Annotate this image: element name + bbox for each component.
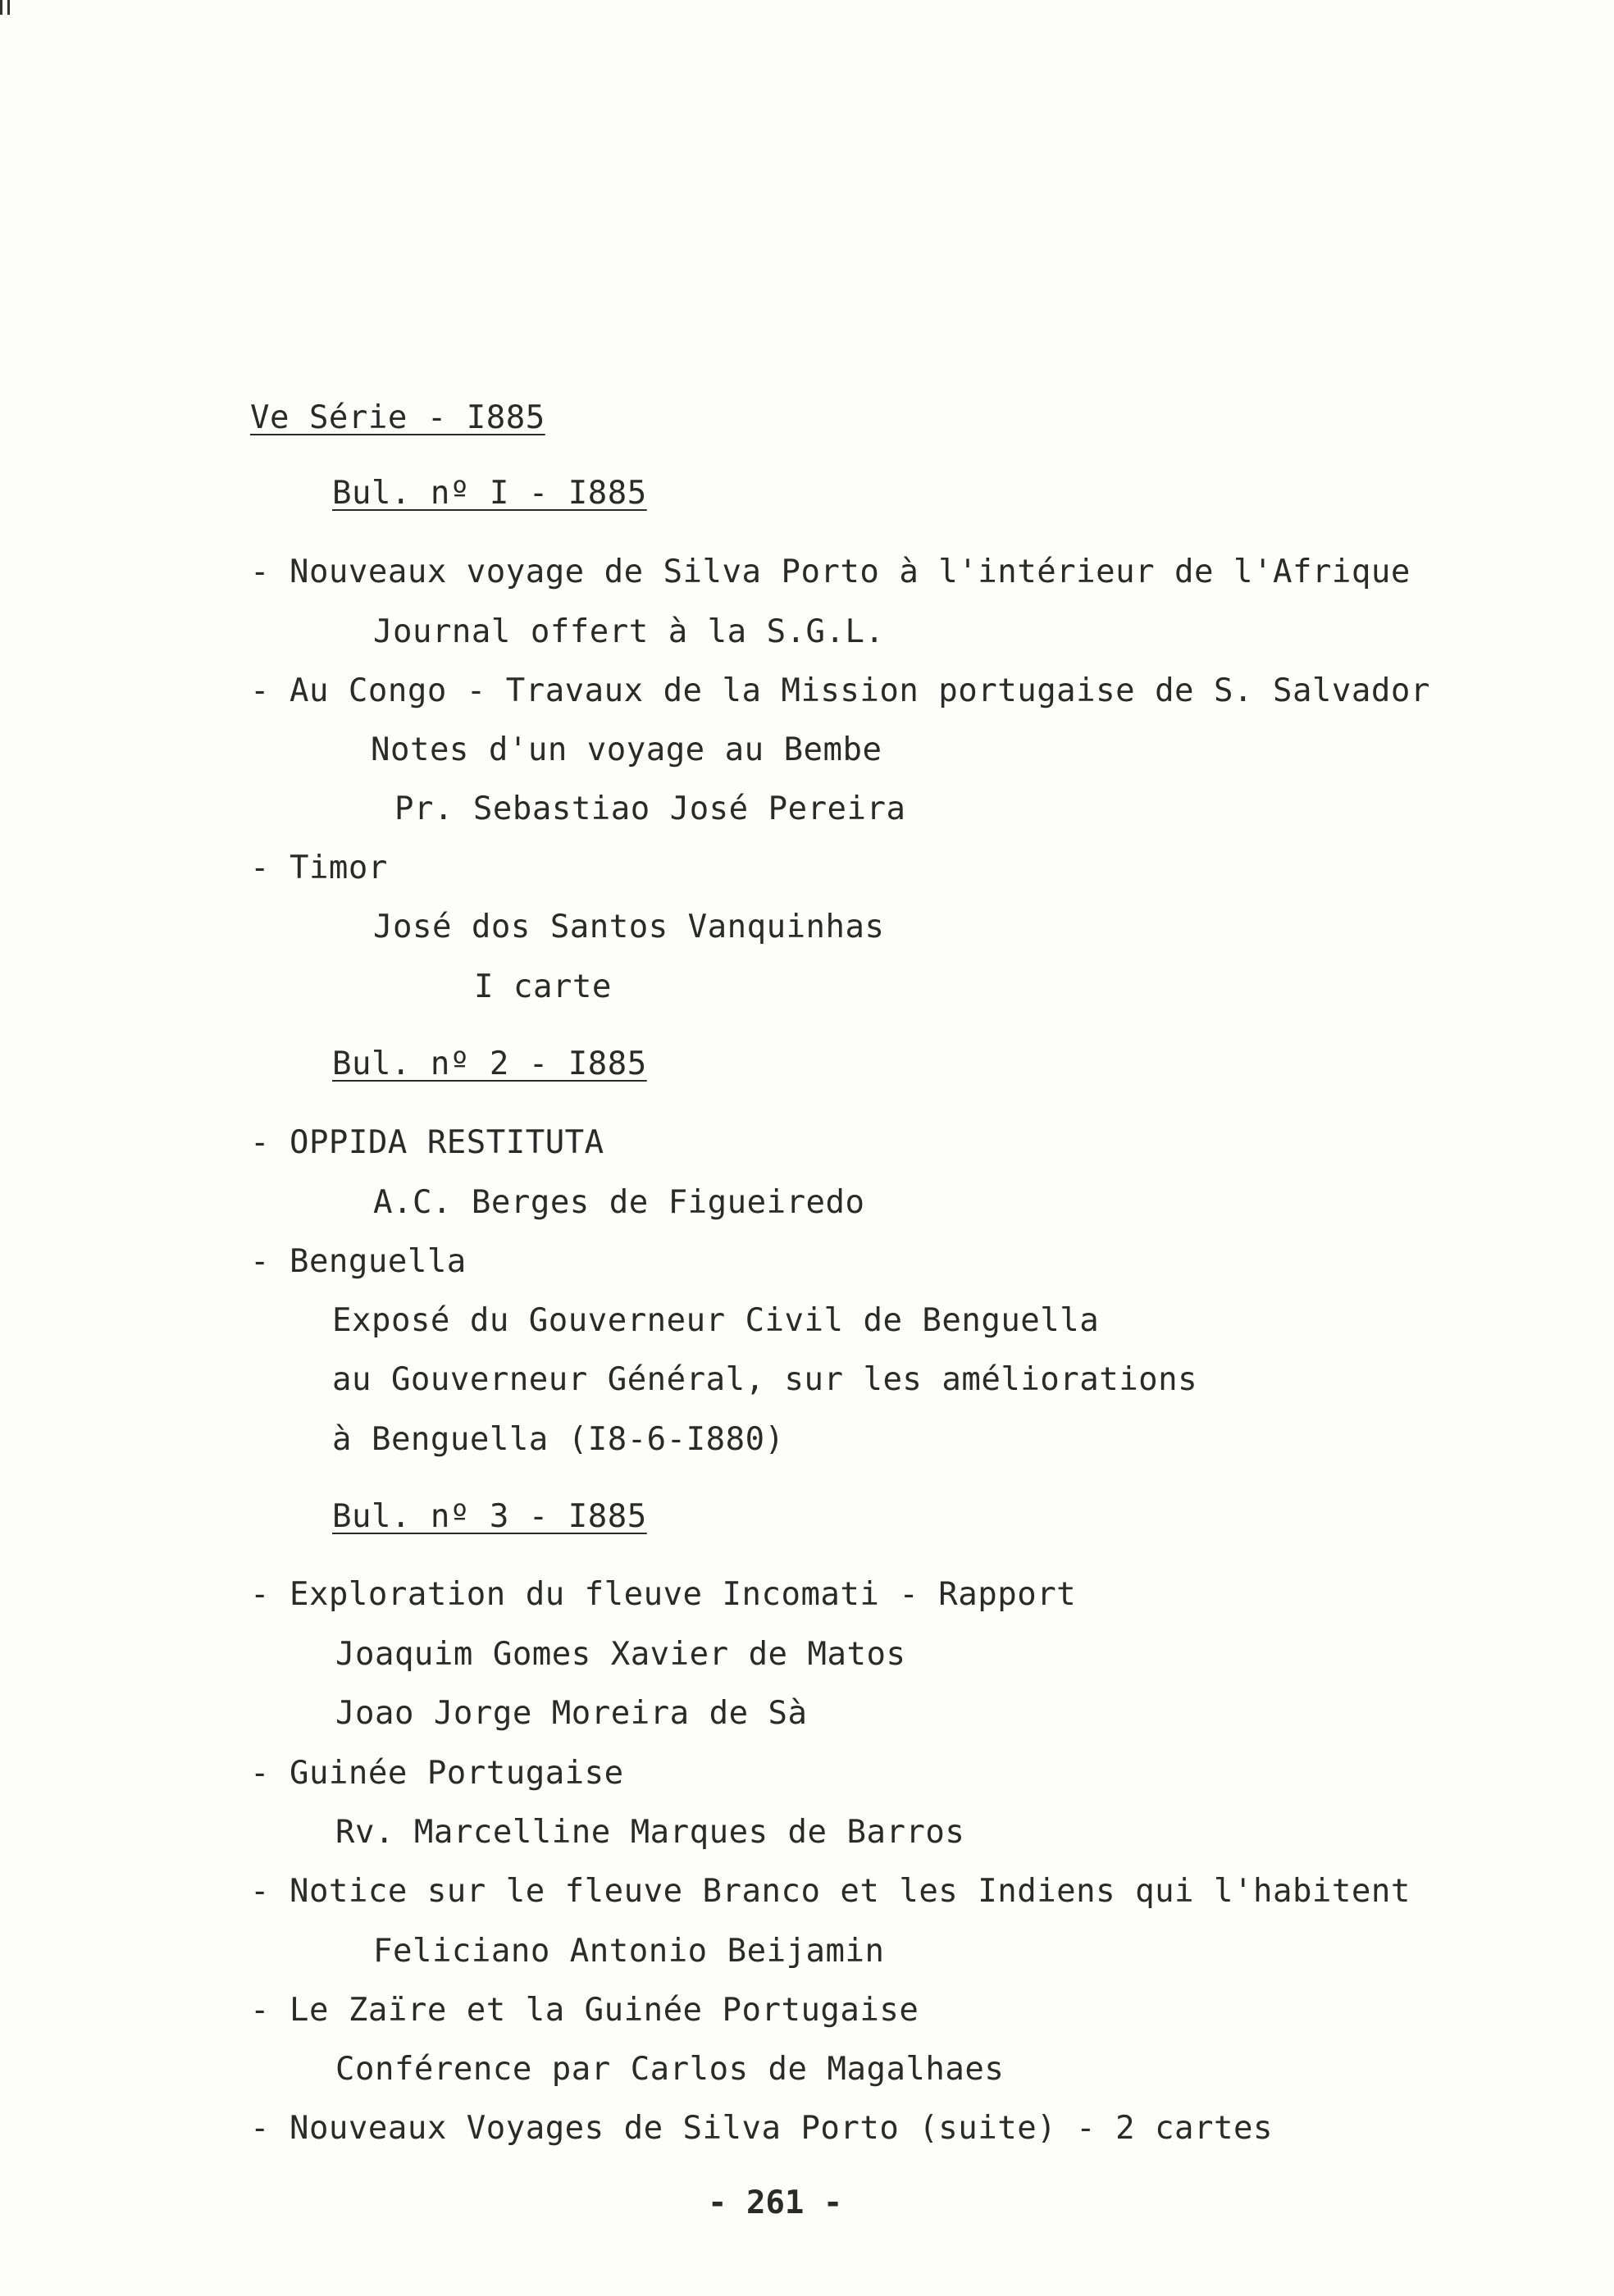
entry-line: Rv. Marcelline Marques de Barros — [335, 1814, 965, 1851]
entry-title: - Exploration du fleuve Incomati - Rapport — [250, 1576, 1077, 1613]
entry-line: à Benguella (I8-6-I880) — [332, 1421, 785, 1458]
entry-line: Pr. Sebastiao José Pereira — [394, 790, 906, 827]
entry-title: - Guinée Portugaise — [250, 1755, 624, 1792]
entry-line: Feliciano Antonio Beijamin — [373, 1933, 885, 1970]
entry-title: - OPPIDA RESTITUTA — [250, 1124, 604, 1161]
entry-title: - Timor — [250, 850, 388, 886]
entry-title: - Au Congo - Travaux de la Mission portugaise de S. Salvador — [250, 672, 1430, 709]
entry-title: - Nouveaux voyage de Silva Porto à l'intérieur de l'Afrique — [250, 554, 1411, 590]
bulletin-1-heading: Bul. nº I - I885 — [332, 475, 647, 512]
entry-line: I carte — [474, 968, 612, 1005]
entry-line: Conférence par Carlos de Magalhaes — [335, 2051, 1005, 2088]
entry-title: - Le Zaïre et la Guinée Portugaise — [250, 1992, 919, 2029]
scan-edge-mark — [0, 0, 10, 15]
entry-line: Journal offert à la S.G.L. — [373, 613, 885, 650]
entry-line: Exposé du Gouverneur Civil de Benguella — [332, 1302, 1100, 1339]
series-heading: Ve Série - I885 — [250, 399, 545, 436]
entry-title: - Nouveaux Voyages de Silva Porto (suite) - 2 cartes — [250, 2110, 1273, 2147]
entry-line: Joao Jorge Moreira de Sà — [335, 1695, 808, 1732]
entry-line: Joaquim Gomes Xavier de Matos — [335, 1636, 906, 1673]
entry-line: A.C. Berges de Figueiredo — [373, 1184, 865, 1221]
page-number: - 261 - — [708, 2184, 843, 2221]
entry-title: - Notice sur le fleuve Branco et les Indiens qui l'habitent — [250, 1873, 1411, 1910]
entry-line: au Gouverneur Général, sur les améliorations — [332, 1361, 1198, 1398]
entry-line: Notes d'un voyage au Bembe — [371, 731, 882, 768]
entry-line: José dos Santos Vanquinhas — [373, 909, 885, 945]
bulletin-2-heading: Bul. nº 2 - I885 — [332, 1046, 647, 1082]
bulletin-3-heading: Bul. nº 3 - I885 — [332, 1498, 647, 1535]
entry-title: - Benguella — [250, 1243, 467, 1280]
